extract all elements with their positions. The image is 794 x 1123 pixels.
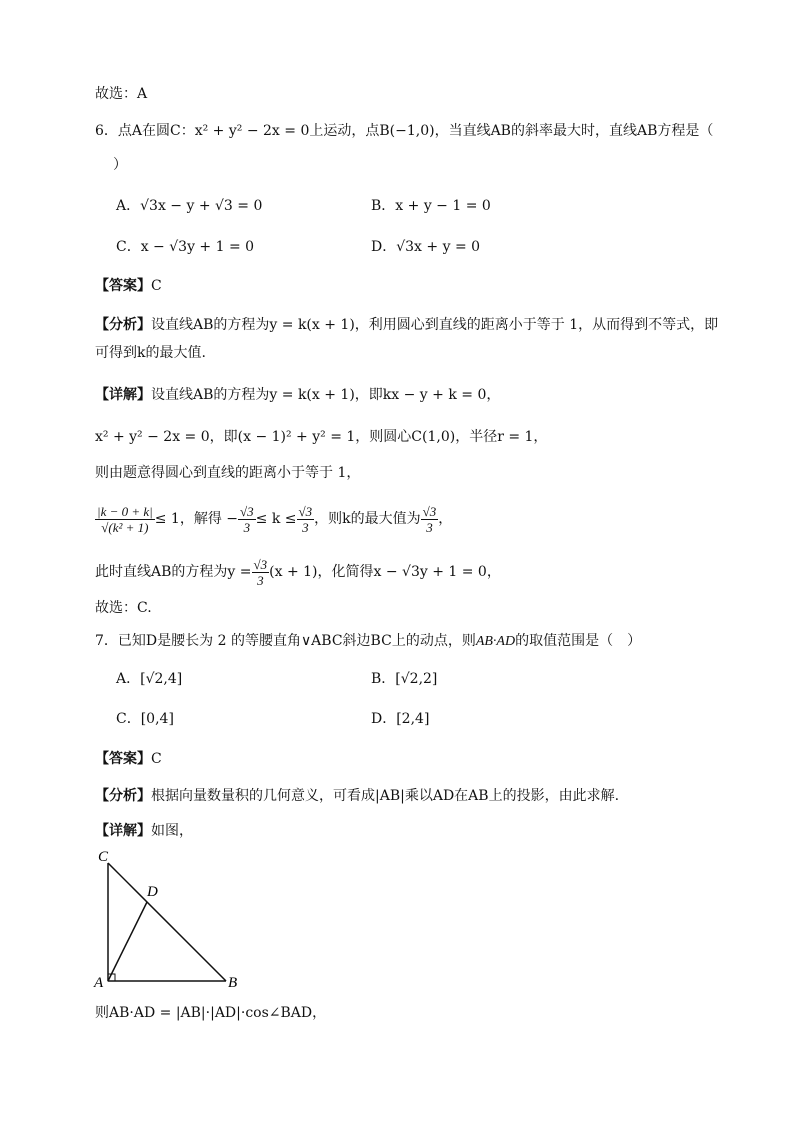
fraction-lower: $\frac{√3}{3}$	[240, 503, 254, 535]
detail-label-2: 【详解】	[95, 823, 151, 839]
q6-detail-line-5	[95, 553, 501, 591]
vertex-label-c: C	[98, 849, 109, 865]
q7-vector-expr: AB·AD	[475, 634, 516, 649]
q7-answer-line	[95, 749, 162, 769]
q7-analysis-line	[95, 786, 619, 806]
q6-detail-line-2: x² + y² − 2x = 0，即(x − 1)² + y² = 1，则圆心C(1,0)，半径r = 1，	[95, 429, 548, 445]
q7-answer: C	[151, 751, 162, 767]
line-equation-prefix: 此时直线AB的方程为y =	[95, 564, 252, 580]
text-line-previous-answer: 故选：A	[95, 86, 148, 102]
max-text: ，则k的最大值为	[314, 511, 421, 527]
fraction-upper: $\frac{√3}{3}$	[298, 503, 313, 535]
q6-detail-text-1: 设直线AB的方程为y = k(x + 1)，即kx − y + k = 0，	[151, 387, 501, 403]
answer-label: 【答案】	[95, 278, 151, 294]
q6-option-c: C．x − √3y + 1 = 0	[116, 239, 255, 255]
question-6-stem-cont: ）	[113, 157, 127, 173]
fraction-max: $\frac{√3}{3}$	[422, 503, 437, 535]
q6-detail-line-4	[95, 500, 452, 538]
q6-option-d: D．√3x + y = 0	[371, 239, 481, 255]
q7-stem-text: 7．已知D是腰长为 2 的等腰直角∨ABC斜边BC上的动点，则	[95, 633, 476, 649]
q6-analysis-text-1: 设直线AB的方程为y = k(x + 1)，利用圆心到直线的距离小于等于 1，从而得到不等式，即	[151, 317, 719, 333]
detail-label: 【详解】	[95, 387, 151, 403]
comma: ，	[438, 511, 453, 527]
q7-detail-text: 如图，	[151, 823, 193, 839]
analysis-label-2: 【分析】	[95, 788, 151, 804]
q6-answer: C	[151, 278, 162, 294]
answer-label-2: 【答案】	[95, 751, 151, 767]
q6-final-select: 故选：C.	[95, 600, 152, 616]
q6-analysis-line-2: 可得到k的最大值.	[95, 345, 206, 361]
question-7-stem	[95, 631, 641, 652]
side-bc	[108, 863, 226, 981]
analysis-label: 【分析】	[95, 317, 151, 333]
q6-option-b: B．x + y − 1 = 0	[371, 198, 491, 214]
fraction-slope: $\frac{√3}{3}$	[253, 556, 268, 588]
q7-stem-tail: 的取值范围是（ ）	[515, 633, 642, 649]
question-6-stem: 6．点A在圆C：x² + y² − 2x = 0上运动，点B(−1,0)，当直线AB的斜率最大时，直线AB方程是（	[95, 123, 714, 139]
q6-answer-line	[95, 276, 162, 296]
q6-analysis-line-1	[95, 315, 718, 335]
inequality-mid: ≤ k ≤	[255, 511, 297, 527]
q7-option-b: B．[√2,2]	[371, 671, 438, 687]
q7-option-a: A．[√2,4]	[116, 671, 183, 687]
segment-ad	[108, 902, 147, 981]
q6-detail-line-3: 则由题意得圆心到直线的距离小于等于 1，	[95, 465, 361, 481]
q7-analysis-text: 根据向量数量积的几何意义，可看成|AB|乘以AD在AB上的投影，由此求解.	[151, 788, 620, 804]
point-label-d: D	[147, 884, 158, 900]
triangle-figure	[90, 845, 250, 995]
q7-detail-line	[95, 821, 193, 841]
fraction-distance: $\frac{|k - 0 + k|}{\text{√(k² + 1)}}$	[97, 503, 153, 535]
vertex-label-b: B	[228, 975, 238, 991]
q7-option-d: D．[2,4]	[371, 711, 430, 727]
q6-detail-line-1	[95, 385, 500, 405]
vertex-label-a: A	[94, 975, 104, 991]
q7-option-c: C．[0,4]	[116, 711, 174, 727]
q6-option-a: A．√3x − y + √3 = 0	[116, 198, 263, 214]
inequality-text: ≤ 1，解得 −	[154, 511, 239, 527]
line-equation-suffix: (x + 1)，化简得x − √3y + 1 = 0，	[269, 564, 501, 580]
q7-detail-last-line: 则AB·AD = |AB|·|AD|·cos∠BAD，	[95, 1005, 327, 1021]
